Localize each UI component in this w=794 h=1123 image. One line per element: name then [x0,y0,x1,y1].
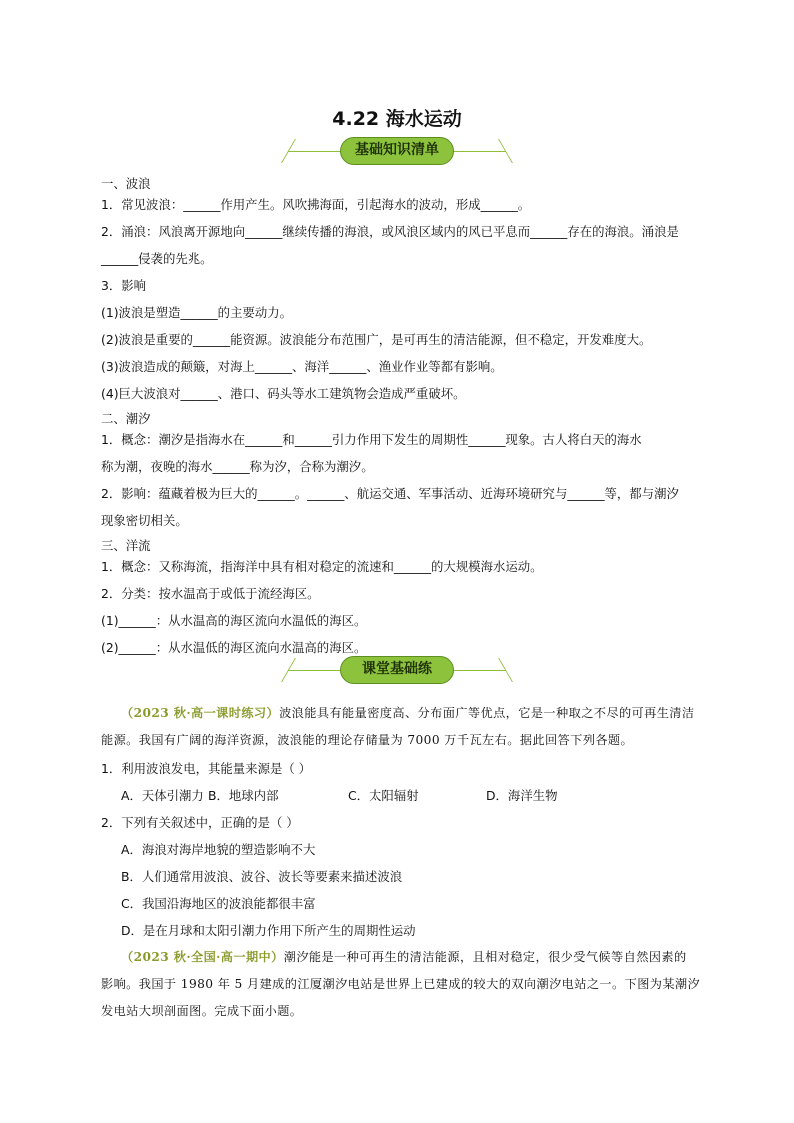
text-line: 2．影响：蕴藏着极为巨大的______。______、航运交通、军事活动、近海环境研究与______等，都与潮汐 [101,486,679,501]
question-1: 1．利用波浪发电，其能量来源是（ ） [101,761,312,776]
option-c[interactable]: C．太阳辐射 [348,788,419,803]
context-text: 影响。我国于 1980 年 5 月建成的江厦潮汐电站是世界上已建成的较大的双向潮汐电站之一。下图为某潮汐 [101,977,701,991]
option-d[interactable]: D．是在月球和太阳引潮力作用下所产生的周期性运动 [121,923,416,938]
context-text: 潮汐能是一种可再生的清洁能源，且相对稳定，很少受气候等自然因素的 [283,950,687,964]
option-b[interactable]: B．人们通常用波浪、波谷、波长等要素来描述波浪 [121,869,403,884]
section-banner-basic-knowledge [288,136,506,166]
section-banner-classroom-practice [288,655,506,685]
source-tag: （2023 秋·高一课时练习） [121,706,280,720]
source-tag: （2023 秋·全国·高一期中） [121,950,284,964]
text-line: 3．影响 [101,278,147,293]
text-line: (1)波浪是塑造______的主要动力。 [101,305,293,320]
context-paragraph-2 [121,948,687,965]
text-line: 现象密切相关。 [101,513,188,528]
option-a[interactable]: A．海浪对海岸地貌的塑造影响不大 [121,842,316,857]
context-paragraph-1 [121,704,694,721]
text-line: (3)波浪造成的颠簸，对海上______、海洋______、渔业作业等都有影响。 [101,359,503,374]
question-2: 2．下列有关叙述中，正确的是（ ） [101,815,299,830]
page-title: 4.22 海水运动 [332,108,462,130]
text-line: 称为潮，夜晚的海水______称为汐，合称为潮汐。 [101,459,374,474]
section-banner-label: 基础知识清单 [340,137,454,165]
option-d[interactable]: D．海洋生物 [486,788,558,803]
section-banner-label: 课堂基础练 [340,656,454,684]
option-b[interactable]: B．地球内部 [208,788,279,803]
text-line: 2．分类：按水温高于或低于流经海区。 [101,586,320,601]
heading-currents: 三、洋流 [101,538,151,553]
text-line: (1)______：从水温高的海区流向水温低的海区。 [101,613,367,628]
context-text: 波浪能具有能量密度高、分布面广等优点，它是一种取之不尽的可再生清洁 [279,706,695,720]
text-line: (2)波浪是重要的______能资源。波浪能分布范围广，是可再生的清洁能源，但不稳定，开发难度大。 [101,332,652,347]
option-a[interactable]: A．天体引潮力 [121,788,204,803]
text-line: 1．常见波浪：______作用产生。风吹拂海面，引起海水的波动，形成______。 [101,197,531,212]
heading-tides: 二、潮汐 [101,411,151,426]
heading-waves: 一、波浪 [101,176,151,191]
text-line: (2)______：从水温低的海区流向水温高的海区。 [101,640,367,655]
text-line: ______侵袭的先兆。 [101,251,213,266]
text-line: (4)巨大波浪对______、港口、码头等水工建筑物会造成严重破坏。 [101,386,466,401]
text-line: 2．涌浪：风浪离开源地向______继续传播的海浪，或风浪区域内的风已平息而______存在的海浪。涌浪是 [101,224,679,239]
option-c[interactable]: C．我国沿海地区的波浪能都很丰富 [121,896,316,911]
text-line: 1．概念：又称海流，指海洋中具有相对稳定的流速和______的大规模海水运动。 [101,559,543,574]
context-text: 发电站大坝剖面图。完成下面小题。 [101,1004,303,1018]
text-line: 1．概念：潮汐是指海水在______和______引力作用下发生的周期性______现象。古人将白天的海水 [101,432,642,447]
context-text: 能源。我国有广阔的海洋资源，波浪能的理论存储量为 7000 万千瓦左右。据此回答下列各题。 [101,733,634,747]
